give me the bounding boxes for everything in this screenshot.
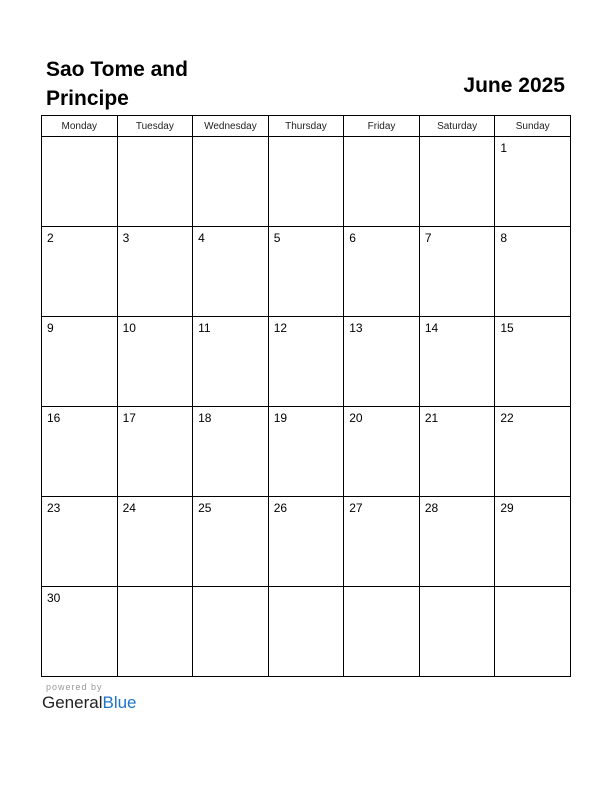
day-number: 11 (198, 321, 211, 335)
week-row (42, 497, 571, 587)
week-row (42, 137, 571, 227)
day-cell (268, 137, 344, 227)
day-number: 6 (349, 231, 356, 245)
day-number: 19 (273, 411, 288, 425)
day-number: 12 (273, 321, 288, 335)
day-number (269, 137, 344, 141)
weekday-header: Tuesday (117, 116, 193, 137)
brand-name-general: General (42, 693, 103, 712)
day-cell (419, 137, 495, 227)
day-number: 26 (273, 501, 288, 515)
day-number: 18 (198, 411, 212, 425)
day-number (269, 587, 344, 591)
day-cell (193, 137, 269, 227)
day-cell (495, 587, 571, 677)
day-number: 1 (500, 141, 508, 155)
day-number: 29 (500, 501, 514, 515)
day-cell (495, 137, 571, 227)
day-number (420, 587, 495, 591)
day-cell (495, 317, 571, 407)
day-number: 9 (47, 321, 54, 335)
week-row (42, 227, 571, 317)
day-number (193, 137, 268, 141)
day-cell (344, 227, 420, 317)
day-number (118, 587, 193, 591)
day-number: 22 (500, 411, 514, 425)
day-cell (419, 497, 495, 587)
month-year-title: June 2025 (463, 74, 565, 97)
day-cell (117, 587, 193, 677)
calendar-grid (41, 115, 571, 677)
day-cell (419, 587, 495, 677)
day-number: 30 (47, 591, 61, 605)
weekday-header: Sunday (495, 116, 571, 137)
day-cell (193, 587, 269, 677)
day-number: 25 (198, 501, 212, 515)
day-number (193, 587, 268, 591)
day-number: 28 (424, 501, 439, 515)
weekday-header: Wednesday (193, 116, 269, 137)
day-number: 13 (349, 321, 363, 335)
day-cell (344, 317, 420, 407)
brand-name-blue: Blue (102, 693, 137, 712)
day-cell (419, 227, 495, 317)
weekday-header: Friday (344, 116, 420, 137)
day-number (344, 587, 419, 591)
week-row (42, 407, 571, 497)
day-cell (42, 497, 118, 587)
day-number: 14 (424, 321, 439, 335)
weekday-header-row (42, 116, 571, 137)
day-cell (193, 497, 269, 587)
day-cell (42, 407, 118, 497)
day-cell (344, 137, 420, 227)
day-number (495, 587, 570, 591)
day-number: 8 (500, 231, 508, 245)
week-row (42, 587, 571, 677)
day-number: 21 (424, 411, 439, 425)
day-cell (117, 227, 193, 317)
day-cell (117, 407, 193, 497)
day-number: 2 (47, 231, 54, 245)
day-cell (344, 407, 420, 497)
day-cell (42, 227, 118, 317)
day-number: 7 (424, 231, 432, 245)
day-cell (117, 317, 193, 407)
day-number: 17 (122, 411, 136, 425)
day-number: 24 (122, 501, 136, 515)
brand-logo[interactable] (42, 693, 137, 713)
weekday-header: Thursday (268, 116, 344, 137)
day-number: 20 (349, 411, 363, 425)
day-cell (117, 137, 193, 227)
day-cell (42, 317, 118, 407)
day-cell (495, 407, 571, 497)
day-number: 3 (122, 231, 130, 245)
day-cell (268, 587, 344, 677)
powered-by-label: powered by (46, 682, 103, 692)
day-number (344, 137, 419, 141)
day-number: 23 (47, 501, 61, 515)
day-cell (268, 317, 344, 407)
day-cell (344, 587, 420, 677)
day-cell (268, 407, 344, 497)
day-cell (117, 497, 193, 587)
day-cell (193, 317, 269, 407)
day-number (118, 137, 193, 141)
weekday-header: Saturday (419, 116, 495, 137)
country-title: Sao Tome and Principe (46, 58, 188, 110)
day-cell (419, 317, 495, 407)
day-number: 5 (273, 231, 281, 245)
day-number: 15 (500, 321, 514, 335)
day-number: 16 (47, 411, 61, 425)
weekday-header: Monday (42, 116, 118, 137)
week-row (42, 317, 571, 407)
day-number: 10 (122, 321, 136, 335)
day-number (420, 137, 495, 141)
day-cell (495, 497, 571, 587)
day-cell (495, 227, 571, 317)
day-number: 4 (198, 231, 205, 245)
day-cell (193, 227, 269, 317)
day-cell (42, 587, 118, 677)
day-number (42, 137, 117, 141)
day-cell (42, 137, 118, 227)
day-cell (268, 497, 344, 587)
day-cell (344, 497, 420, 587)
day-cell (193, 407, 269, 497)
day-number: 27 (349, 501, 363, 515)
day-cell (268, 227, 344, 317)
day-cell (419, 407, 495, 497)
